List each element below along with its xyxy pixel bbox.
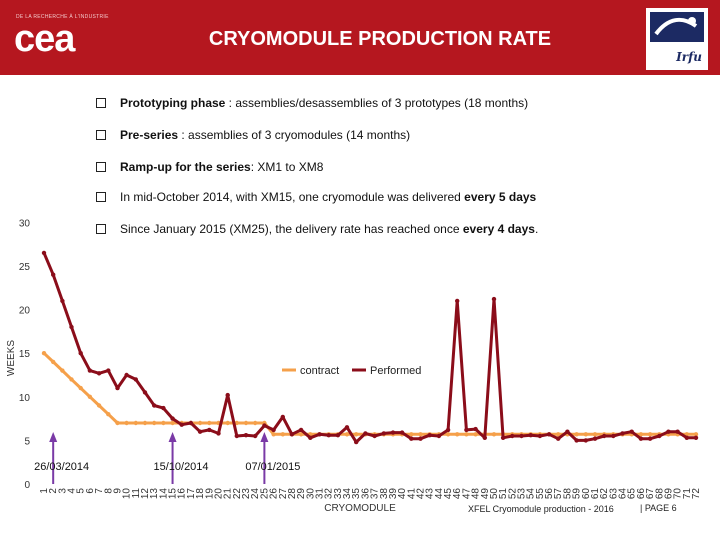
- x-tick-label: 26: [268, 488, 280, 500]
- annotation-date-label: 07/01/2015: [245, 461, 301, 473]
- x-tick-label: 35: [351, 488, 363, 500]
- data-point: [648, 432, 652, 436]
- x-tick-label: 11: [130, 488, 142, 499]
- x-tick-label: 17: [185, 488, 197, 500]
- bullet-square-icon: [96, 130, 106, 140]
- x-tick-label: 61: [589, 488, 601, 500]
- bullet-text: : assemblies/desassemblies of 3 prototypes (18 months): [225, 96, 529, 110]
- x-tick-label: 34: [342, 488, 354, 500]
- data-point: [51, 360, 55, 364]
- data-point: [271, 432, 275, 436]
- x-tick-label: 60: [580, 488, 592, 500]
- data-point: [372, 434, 376, 438]
- data-point: [593, 437, 597, 441]
- data-point: [244, 433, 248, 437]
- data-point: [69, 325, 73, 329]
- x-tick-label: 68: [654, 488, 666, 500]
- data-point: [134, 421, 138, 425]
- y-tick-label: 15: [18, 349, 30, 361]
- data-point: [336, 433, 340, 437]
- x-tick-label: 9: [112, 488, 124, 494]
- data-point: [244, 421, 248, 425]
- data-point: [464, 428, 468, 432]
- data-point: [69, 377, 73, 381]
- data-point: [226, 393, 230, 397]
- x-tick-label: 30: [305, 488, 317, 500]
- data-point: [428, 433, 432, 437]
- x-tick-label: 53: [516, 488, 528, 500]
- y-tick-label: 0: [24, 480, 30, 491]
- annotation-date-label: 15/10/2014: [153, 461, 209, 473]
- data-point: [620, 431, 624, 435]
- data-point: [382, 431, 386, 435]
- x-tick-label: 33: [332, 488, 344, 500]
- data-point: [115, 421, 119, 425]
- data-point: [391, 430, 395, 434]
- bullet-text: : assemblies of 3 cryomodules (14 months): [178, 128, 411, 142]
- data-point: [88, 395, 92, 399]
- bullet-square-icon: [96, 192, 106, 202]
- bullet-square-icon: [96, 98, 106, 108]
- data-point: [501, 436, 505, 440]
- data-point: [88, 368, 92, 372]
- page-title: CRYOMODULE PRODUCTION RATE: [208, 28, 552, 50]
- x-tick-label: 7: [94, 488, 106, 494]
- x-tick-label: 64: [617, 488, 629, 500]
- x-tick-label: 45: [443, 488, 455, 500]
- x-tick-label: 58: [562, 488, 574, 500]
- y-tick-label: 30: [18, 218, 30, 230]
- data-point: [226, 421, 230, 425]
- x-tick-label: 70: [672, 488, 684, 500]
- data-point: [198, 430, 202, 434]
- data-point: [143, 390, 147, 394]
- bullet-text: : XM1 to XM8: [250, 160, 324, 174]
- x-tick-label: 54: [525, 488, 537, 500]
- data-point: [446, 428, 450, 432]
- data-point: [455, 299, 459, 303]
- data-point: [271, 428, 275, 432]
- data-point: [519, 434, 523, 438]
- x-tick-label: 31: [314, 488, 326, 500]
- y-tick-label: 20: [18, 305, 30, 317]
- data-point: [189, 421, 193, 425]
- bullet-bold: every 4 days: [462, 222, 535, 236]
- data-point: [685, 436, 689, 440]
- x-tick-label: 2: [48, 488, 60, 494]
- data-point: [97, 371, 101, 375]
- data-point: [694, 436, 698, 440]
- x-tick-label: 27: [277, 488, 289, 500]
- data-point: [152, 421, 156, 425]
- footer-note: XFEL Cryomodule production - 2016: [468, 504, 614, 514]
- x-tick-label: 40: [397, 488, 409, 500]
- x-tick-label: 52: [507, 488, 519, 500]
- x-tick-label: 12: [140, 488, 152, 500]
- x-tick-label: 22: [231, 488, 243, 500]
- x-tick-label: 55: [534, 488, 546, 500]
- x-tick-label: 32: [323, 488, 335, 500]
- data-point: [327, 433, 331, 437]
- x-tick-label: 63: [608, 488, 620, 500]
- x-tick-label: 8: [103, 488, 115, 494]
- irfu-logo-text: Irfu: [676, 50, 702, 64]
- y-tick-label: 5: [24, 436, 30, 448]
- data-point: [124, 421, 128, 425]
- footer-page: | PAGE 6: [640, 503, 677, 513]
- annotation-date-label: 26/03/2014: [34, 461, 90, 473]
- x-axis-title: CRYOMODULE: [324, 503, 396, 514]
- bullet-bold: Ramp-up for the series: [120, 160, 251, 174]
- data-point: [134, 377, 138, 381]
- bullet-bold: every 5 days: [464, 190, 537, 204]
- x-tick-label: 57: [553, 488, 565, 500]
- data-point: [492, 432, 496, 436]
- data-point: [584, 438, 588, 442]
- x-tick-label: 16: [176, 488, 188, 500]
- data-point: [51, 273, 55, 277]
- data-point: [483, 436, 487, 440]
- x-tick-label: 29: [296, 488, 308, 500]
- annotation-arrow-head: [169, 432, 177, 442]
- data-point: [79, 351, 83, 355]
- data-point: [455, 432, 459, 436]
- data-point: [574, 438, 578, 442]
- data-point: [281, 415, 285, 419]
- y-axis-title: WEEKS: [6, 339, 17, 377]
- data-point: [437, 434, 441, 438]
- data-point: [79, 386, 83, 390]
- data-point: [207, 421, 211, 425]
- x-tick-label: 18: [195, 488, 207, 500]
- data-point: [492, 297, 496, 301]
- data-point: [400, 430, 404, 434]
- bullet-item: [96, 222, 538, 236]
- x-tick-label: 47: [461, 488, 473, 500]
- x-tick-label: 66: [635, 488, 647, 500]
- x-tick-label: 28: [286, 488, 298, 500]
- data-point: [611, 434, 615, 438]
- x-tick-label: 44: [433, 488, 445, 500]
- bullet-text: Since January 2015 (XM25), the delivery rate has reached once: [120, 222, 463, 236]
- bullet-text: In mid-October 2014, with XM15, one cryomodule was delivered: [120, 190, 465, 204]
- series-line-performed: [44, 253, 696, 442]
- x-tick-label: 62: [599, 488, 611, 500]
- data-point: [290, 432, 294, 436]
- x-tick-label: 20: [213, 488, 225, 500]
- data-point: [418, 437, 422, 441]
- x-tick-label: 10: [121, 488, 133, 500]
- data-point: [42, 351, 46, 355]
- data-point: [538, 434, 542, 438]
- data-point: [510, 434, 514, 438]
- data-point: [124, 373, 128, 377]
- data-point: [207, 428, 211, 432]
- data-point: [170, 421, 174, 425]
- x-tick-label: 13: [149, 488, 161, 500]
- data-point: [152, 403, 156, 407]
- x-tick-label: 50: [488, 488, 500, 500]
- data-point: [60, 299, 64, 303]
- bullet-bold: Prototyping phase: [120, 96, 226, 110]
- data-point: [473, 427, 477, 431]
- legend-label: Performed: [370, 365, 422, 377]
- x-tick-label: 59: [571, 488, 583, 500]
- y-tick-label: 25: [18, 262, 30, 273]
- legend-label: contract: [300, 365, 340, 377]
- data-point: [262, 423, 266, 427]
- x-tick-label: 3: [57, 488, 69, 494]
- bullet-item: [96, 160, 323, 174]
- data-point: [666, 430, 670, 434]
- x-tick-label: 21: [222, 488, 234, 500]
- bullet-item: [96, 128, 410, 142]
- x-tick-label: 49: [479, 488, 491, 500]
- data-point: [363, 431, 367, 435]
- data-point: [657, 434, 661, 438]
- data-point: [216, 431, 220, 435]
- data-point: [253, 434, 257, 438]
- annotation-arrow-head: [49, 432, 57, 442]
- cea-logo: cea: [14, 18, 75, 60]
- x-tick-label: 42: [415, 488, 427, 500]
- data-point: [409, 437, 413, 441]
- data-point: [584, 432, 588, 436]
- x-tick-label: 37: [369, 488, 381, 500]
- x-tick-label: 43: [424, 488, 436, 500]
- data-point: [42, 251, 46, 255]
- data-point: [143, 421, 147, 425]
- x-tick-label: 46: [452, 488, 464, 500]
- x-tick-label: 38: [378, 488, 390, 500]
- data-point: [115, 386, 119, 390]
- logo-subtitle: DE LA RECHERCHE À L'INDUSTRIE: [16, 14, 109, 20]
- bullet-bold: Pre-series: [120, 128, 179, 142]
- data-point: [97, 403, 101, 407]
- x-tick-label: 25: [259, 488, 271, 500]
- data-point: [354, 440, 358, 444]
- data-point: [639, 437, 643, 441]
- data-point: [556, 437, 560, 441]
- data-point: [565, 430, 569, 434]
- data-point: [354, 432, 358, 436]
- data-point: [299, 428, 303, 432]
- x-tick-label: 4: [66, 488, 78, 494]
- data-point: [648, 437, 652, 441]
- x-tick-label: 14: [158, 488, 170, 500]
- x-tick-label: 23: [241, 488, 253, 500]
- data-point: [602, 434, 606, 438]
- bullet-item: [96, 190, 536, 204]
- data-point: [106, 412, 110, 416]
- data-point: [281, 432, 285, 436]
- data-point: [161, 421, 165, 425]
- x-tick-label: 1: [39, 488, 50, 494]
- data-point: [161, 406, 165, 410]
- data-point: [473, 432, 477, 436]
- data-point: [60, 368, 64, 372]
- x-tick-label: 15: [167, 488, 179, 500]
- data-point: [593, 432, 597, 436]
- data-point: [574, 432, 578, 436]
- data-point: [198, 421, 202, 425]
- x-tick-label: 51: [498, 488, 510, 500]
- x-tick-label: 65: [626, 488, 638, 500]
- x-tick-label: 69: [663, 488, 675, 500]
- x-tick-label: 72: [690, 488, 702, 500]
- x-tick-label: 5: [75, 488, 87, 494]
- y-tick-label: 10: [18, 392, 30, 404]
- data-point: [675, 430, 679, 434]
- x-tick-label: 24: [250, 488, 262, 500]
- bullet-tail: .: [534, 222, 539, 236]
- data-point: [235, 434, 239, 438]
- data-point: [345, 425, 349, 429]
- bullet-square-icon: [96, 224, 106, 234]
- x-tick-label: 36: [360, 488, 372, 500]
- x-tick-label: 19: [204, 488, 216, 500]
- data-point: [464, 432, 468, 436]
- data-point: [418, 432, 422, 436]
- x-tick-label: 48: [470, 488, 482, 500]
- x-tick-label: 39: [387, 488, 399, 500]
- data-point: [106, 368, 110, 372]
- data-point: [446, 432, 450, 436]
- x-tick-label: 6: [84, 488, 96, 494]
- data-point: [529, 433, 533, 437]
- data-point: [547, 432, 551, 436]
- x-tick-label: 67: [645, 488, 657, 500]
- data-point: [180, 423, 184, 427]
- data-point: [630, 430, 634, 434]
- bullet-item: [96, 96, 528, 110]
- bullet-square-icon: [96, 162, 106, 172]
- data-point: [253, 421, 257, 425]
- data-point: [308, 436, 312, 440]
- data-point: [345, 432, 349, 436]
- data-point: [317, 432, 321, 436]
- x-tick-label: 56: [544, 488, 556, 500]
- x-tick-label: 41: [406, 488, 418, 500]
- annotation-arrow-head: [260, 432, 268, 442]
- data-point: [409, 432, 413, 436]
- data-point: [170, 416, 174, 420]
- x-tick-label: 71: [681, 488, 693, 500]
